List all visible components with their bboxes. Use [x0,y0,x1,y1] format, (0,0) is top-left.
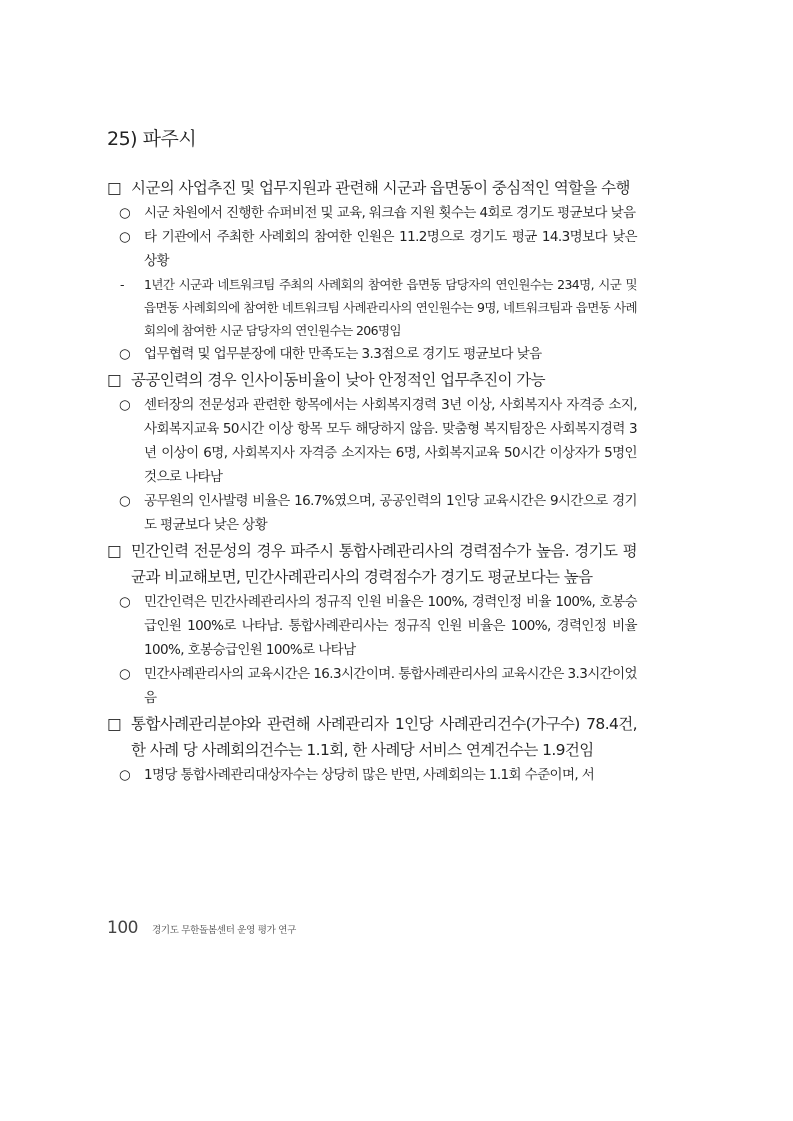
circle-marker-icon: ○ [119,397,131,413]
content-body [107,174,637,787]
bullet-text: 1명당 통합사례관리대상자수는 상당히 많은 반면, 사례회의는 1.1회 수준이며, 서 [144,767,595,783]
bullet-text: 민간사례관리사의 교육시간은 16.3시간이며. 통합사례관리사의 교육시간은 3.3시간이었음 [144,666,637,706]
bullet-text: 센터장의 전문성과 관련한 항목에서는 사회복지경력 3년 이상, 사회복지사 자격증 소지, 사회복지교육 50시간 이상 항목 모두 해당하지 않음. 맞춤형 복지팀장은 사회복지경력 3년 이상이 6명, 사회복지사 자격증 소지자는 6명, 사회복지교육 50시간 이상자가 5명인 것으로 나타남 [144,397,637,485]
sub-bullet [107,201,637,225]
circle-marker-icon: ○ [119,346,131,362]
bullet-text: 통합사례관리분야와 관련해 사례관리자 1인당 사례관리건수(가구수) 78.4건, 한 사례 당 사례회의건수는 1.1회, 한 사례당 서비스 연계건수는 1.9건임 [131,715,637,759]
section-bullet [107,175,637,201]
section-bullet [107,711,637,763]
square-marker-icon: □ [107,179,122,197]
bullet-text: 업무협력 및 업무분장에 대한 만족도는 3.3점으로 경기도 평균보다 낮음 [144,346,542,362]
section-bullet [107,538,637,590]
bullet-text: 시군의 사업추진 및 업무지원과 관련해 시군과 읍면동이 중심적인 역할을 수행 [131,179,630,197]
circle-marker-icon: ○ [119,594,131,610]
dash-marker-icon: - [120,277,124,292]
circle-marker-icon: ○ [119,229,131,245]
bullet-text: 1년간 시군과 네트워크팀 주최의 사례회의 참여한 읍면동 담당자의 연인원수는 234명, 시군 및 읍면동 사례회의에 참여한 네트워크팀 사례관리사의 연인원수는 9명, 네트워크팀과 읍면동 사례회의에 참여한 시군 담당자의 연인원수는 206명임 [144,277,637,338]
circle-marker-icon: ○ [119,666,131,682]
sub-bullet [107,662,637,710]
footer-title: 경기도 무한돌봄센터 운영 평가 연구 [151,925,296,936]
bullet-text: 공무원의 인사발령 비율은 16.7%였으며, 공공인력의 1인당 교육시간은 9시간으로 경기도 평균보다 낮은 상황 [144,493,637,533]
sub-bullet [107,590,637,662]
section-heading: 25) 파주시 [107,128,197,150]
section-bullet [107,367,637,393]
square-marker-icon: □ [107,715,122,733]
bullet-text: 민간인력 전문성의 경우 파주시 통합사례관리사의 경력점수가 높음. 경기도 평균과 비교해보면, 민간사례관리사의 경력점수가 경기도 평균보다는 높음 [131,542,637,586]
page-footer [107,918,296,938]
sub-bullet [107,393,637,489]
square-marker-icon: □ [107,542,122,560]
sub-bullet [107,763,637,787]
sub-bullet [107,342,637,366]
square-marker-icon: □ [107,371,122,389]
bullet-text: 민간인력은 민간사례관리사의 정규직 인원 비율은 100%, 경력인정 비율 100%, 호봉승급인원 100%로 나타남. 통합사례관리사는 정규직 인원 비율은 100%, 경력인정 비율 100%, 호봉승급인원 100%로 나타남 [144,594,637,658]
circle-marker-icon: ○ [119,493,131,509]
bullet-text: 시군 차원에서 진행한 슈퍼비전 및 교육, 워크숍 지원 횟수는 4회로 경기도 평균보다 낮음 [144,205,636,221]
page-number: 100 [107,918,138,938]
circle-marker-icon: ○ [119,767,131,783]
bullet-text: 타 기관에서 주최한 사례회의 참여한 인원은 11.2명으로 경기도 평균 14.3명보다 낮은 상황 [144,229,637,269]
bullet-text: 공공인력의 경우 인사이동비율이 낮아 안정적인 업무추진이 가능 [131,371,546,389]
circle-marker-icon: ○ [119,205,131,221]
detail-bullet [107,273,637,342]
sub-bullet [107,489,637,537]
sub-bullet [107,225,637,273]
